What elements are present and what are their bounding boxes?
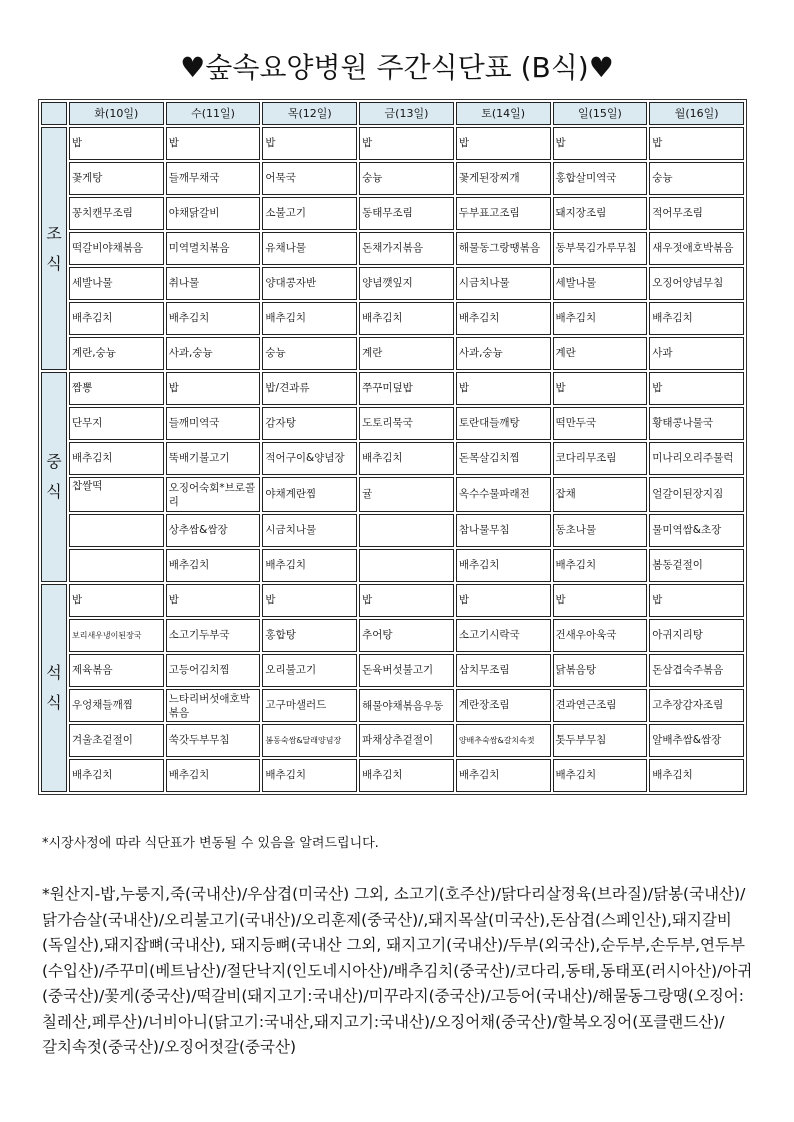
meal-label bbox=[41, 584, 67, 792]
menu-cell: 꽃게탕 bbox=[69, 162, 164, 195]
menu-cell: 톳두부무침 bbox=[553, 724, 648, 757]
menu-cell: 밥 bbox=[69, 127, 164, 160]
menu-cell: 계란 bbox=[553, 337, 648, 370]
menu-cell: 적어구이&양념장 bbox=[262, 442, 357, 475]
menu-cell: 어묵국 bbox=[262, 162, 357, 195]
menu-cell: 홍합살미역국 bbox=[553, 162, 648, 195]
menu-cell: 떡만두국 bbox=[553, 407, 648, 440]
menu-cell: 옥수수물파래전 bbox=[456, 477, 551, 512]
menu-row bbox=[41, 549, 744, 582]
meal-label-char: 식 bbox=[46, 693, 62, 712]
menu-cell: 꽁치캔무조림 bbox=[69, 197, 164, 230]
menu-cell: 배추김치 bbox=[553, 549, 648, 582]
menu-cell: 사과 bbox=[649, 337, 744, 370]
meal-label-char: 식 bbox=[46, 482, 62, 501]
menu-cell: 오징어양념무침 bbox=[649, 267, 744, 300]
menu-cell: 들깨미역국 bbox=[166, 407, 261, 440]
menu-cell: 양배추숙쌈&갈치속젓 bbox=[456, 724, 551, 757]
day-header: 수(11일) bbox=[166, 102, 261, 125]
menu-cell: 짬뽕 bbox=[69, 372, 164, 405]
weekly-menu-table bbox=[38, 99, 747, 795]
day-header-row bbox=[41, 102, 744, 125]
menu-cell: 사과,숭늉 bbox=[456, 337, 551, 370]
menu-cell: 배추김치 bbox=[649, 759, 744, 792]
menu-cell: 배추김치 bbox=[649, 302, 744, 335]
menu-cell: 감자탕 bbox=[262, 407, 357, 440]
menu-cell: 뚝배기불고기 bbox=[166, 442, 261, 475]
menu-row bbox=[41, 477, 744, 512]
menu-cell: 추어탕 bbox=[359, 619, 454, 652]
menu-cell: 사과,숭늉 bbox=[166, 337, 261, 370]
menu-cell: 코다리무조림 bbox=[553, 442, 648, 475]
menu-cell: 계란장조림 bbox=[456, 689, 551, 722]
meal-label-char: 중 bbox=[46, 452, 62, 471]
menu-cell: 숭늉 bbox=[262, 337, 357, 370]
menu-cell: 취나물 bbox=[166, 267, 261, 300]
menu-cell: 밥 bbox=[456, 584, 551, 617]
menu-cell: 들깨무채국 bbox=[166, 162, 261, 195]
day-header: 금(13일) bbox=[359, 102, 454, 125]
menu-cell: 느타리버섯애호박볶음 bbox=[166, 689, 261, 722]
menu-cell: 밥 bbox=[166, 584, 261, 617]
menu-cell: 배추김치 bbox=[262, 302, 357, 335]
menu-cell: 돈삼겹숙주볶음 bbox=[649, 654, 744, 687]
menu-cell: 잡채 bbox=[553, 477, 648, 512]
menu-cell: 유채나물 bbox=[262, 232, 357, 265]
menu-cell: 오리불고기 bbox=[262, 654, 357, 687]
menu-cell: 겨울초겉절이 bbox=[69, 724, 164, 757]
menu-cell: 배추김치 bbox=[359, 302, 454, 335]
menu-cell: 보리새우냉이된장국 bbox=[69, 619, 164, 652]
menu-cell: 귤 bbox=[359, 477, 454, 512]
menu-cell: 야채계란찜 bbox=[262, 477, 357, 512]
menu-cell: 새우젓애호박볶음 bbox=[649, 232, 744, 265]
menu-cell: 고등어김치찜 bbox=[166, 654, 261, 687]
menu-cell: 오징어숙회*브로콜리 bbox=[166, 477, 261, 512]
menu-cell: 돈육버섯불고기 bbox=[359, 654, 454, 687]
menu-row bbox=[41, 337, 744, 370]
menu-cell: 배추김치 bbox=[262, 759, 357, 792]
menu-cell: 두부표고조림 bbox=[456, 197, 551, 230]
menu-cell: 배추김치 bbox=[69, 302, 164, 335]
menu-cell: 배추김치 bbox=[456, 759, 551, 792]
menu-row bbox=[41, 689, 744, 722]
menu-cell: 쭈꾸미덮밥 bbox=[359, 372, 454, 405]
menu-cell: 배추김치 bbox=[69, 759, 164, 792]
menu-cell bbox=[359, 549, 454, 582]
menu-cell: 돈채가지볶음 bbox=[359, 232, 454, 265]
menu-cell: 미역멸치볶음 bbox=[166, 232, 261, 265]
menu-row bbox=[41, 584, 744, 617]
menu-cell: 소고기시락국 bbox=[456, 619, 551, 652]
menu-cell: 계란 bbox=[359, 337, 454, 370]
menu-row bbox=[41, 514, 744, 547]
menu-cell: 세발나물 bbox=[553, 267, 648, 300]
menu-row bbox=[41, 442, 744, 475]
menu-cell bbox=[69, 514, 164, 547]
meal-label-char: 식 bbox=[46, 253, 62, 273]
menu-cell: 양대콩자반 bbox=[262, 267, 357, 300]
day-header: 일(15일) bbox=[553, 102, 648, 125]
meal-label-char: 석 bbox=[46, 663, 62, 682]
header-corner bbox=[41, 102, 67, 125]
menu-cell: 소고기두부국 bbox=[166, 619, 261, 652]
menu-cell: 견과연근조림 bbox=[553, 689, 648, 722]
menu-cell: 동태무조림 bbox=[359, 197, 454, 230]
menu-row bbox=[41, 372, 744, 405]
menu-cell: 야채닭갈비 bbox=[166, 197, 261, 230]
menu-cell: 밥 bbox=[649, 372, 744, 405]
menu-cell: 배추김치 bbox=[456, 302, 551, 335]
menu-cell: 물미역쌈&초장 bbox=[649, 514, 744, 547]
menu-cell: 해물야채볶음우동 bbox=[359, 689, 454, 722]
menu-cell: 돈목살김치찜 bbox=[456, 442, 551, 475]
menu-cell: 밥 bbox=[649, 127, 744, 160]
menu-cell: 참나물무침 bbox=[456, 514, 551, 547]
menu-cell: 밥 bbox=[553, 372, 648, 405]
menu-cell: 세발나물 bbox=[69, 267, 164, 300]
menu-cell: 시금치나물 bbox=[456, 267, 551, 300]
menu-cell: 단무지 bbox=[69, 407, 164, 440]
menu-cell: 삼치무조림 bbox=[456, 654, 551, 687]
menu-cell: 밥 bbox=[359, 584, 454, 617]
meal-label bbox=[41, 127, 67, 370]
menu-cell: 밥 bbox=[553, 127, 648, 160]
menu-row bbox=[41, 197, 744, 230]
menu-cell: 쑥갓두부무침 bbox=[166, 724, 261, 757]
menu-cell: 알배추쌈&쌈장 bbox=[649, 724, 744, 757]
menu-cell: 아귀지리탕 bbox=[649, 619, 744, 652]
menu-row bbox=[41, 162, 744, 195]
menu-cell: 도토리묵국 bbox=[359, 407, 454, 440]
menu-cell: 양념깻잎지 bbox=[359, 267, 454, 300]
day-header: 월(16일) bbox=[649, 102, 744, 125]
menu-cell: 배추김치 bbox=[359, 759, 454, 792]
menu-cell: 건새우아욱국 bbox=[553, 619, 648, 652]
menu-cell: 꽃게된장찌개 bbox=[456, 162, 551, 195]
menu-row bbox=[41, 232, 744, 265]
page-title: ♥숲속요양병원 주간식단표 (B식)♥ bbox=[180, 51, 614, 84]
meal-label bbox=[41, 372, 67, 582]
menu-cell: 배추김치 bbox=[166, 759, 261, 792]
menu-cell: 배추김치 bbox=[456, 549, 551, 582]
menu-cell: 돼지장조림 bbox=[553, 197, 648, 230]
menu-cell: 제육볶음 bbox=[69, 654, 164, 687]
menu-cell: 배추김치 bbox=[262, 549, 357, 582]
menu-cell: 밥/견과류 bbox=[262, 372, 357, 405]
day-header: 화(10일) bbox=[69, 102, 164, 125]
menu-cell: 상추쌈&쌈장 bbox=[166, 514, 261, 547]
menu-cell: 황태콩나물국 bbox=[649, 407, 744, 440]
menu-cell bbox=[69, 549, 164, 582]
menu-cell: 미나리오리주물럭 bbox=[649, 442, 744, 475]
meal-label-char: 조 bbox=[46, 223, 62, 243]
menu-cell: 밥 bbox=[649, 584, 744, 617]
menu-cell: 우엉채들깨찜 bbox=[69, 689, 164, 722]
menu-cell: 배추김치 bbox=[69, 442, 164, 475]
menu-cell: 봄동숙쌈&달래양념장 bbox=[262, 724, 357, 757]
menu-cell: 배추김치 bbox=[553, 759, 648, 792]
menu-cell: 찹쌀떡 bbox=[69, 477, 164, 512]
menu-cell bbox=[359, 514, 454, 547]
menu-cell: 밥 bbox=[456, 127, 551, 160]
menu-cell: 소불고기 bbox=[262, 197, 357, 230]
menu-cell: 숭늉 bbox=[359, 162, 454, 195]
menu-cell: 밥 bbox=[262, 127, 357, 160]
menu-row bbox=[41, 267, 744, 300]
menu-cell: 밥 bbox=[166, 127, 261, 160]
menu-cell: 배추김치 bbox=[553, 302, 648, 335]
menu-cell: 밥 bbox=[553, 584, 648, 617]
menu-cell: 계란,숭늉 bbox=[69, 337, 164, 370]
menu-cell: 동초나물 bbox=[553, 514, 648, 547]
menu-cell: 밥 bbox=[456, 372, 551, 405]
menu-row bbox=[41, 619, 744, 652]
menu-cell: 홍합탕 bbox=[262, 619, 357, 652]
menu-row bbox=[41, 127, 744, 160]
menu-cell: 파채상추겉절이 bbox=[359, 724, 454, 757]
menu-row bbox=[41, 654, 744, 687]
menu-cell: 고구마샐러드 bbox=[262, 689, 357, 722]
menu-cell: 배추김치 bbox=[166, 302, 261, 335]
menu-cell: 해물동그랑땡볶음 bbox=[456, 232, 551, 265]
menu-cell: 밥 bbox=[166, 372, 261, 405]
menu-cell: 밥 bbox=[262, 584, 357, 617]
menu-cell: 고추장감자조림 bbox=[649, 689, 744, 722]
menu-cell: 밥 bbox=[69, 584, 164, 617]
menu-cell: 배추김치 bbox=[166, 549, 261, 582]
menu-cell: 밥 bbox=[359, 127, 454, 160]
day-header: 토(14일) bbox=[456, 102, 551, 125]
menu-cell: 동부묵김가루무침 bbox=[553, 232, 648, 265]
menu-row bbox=[41, 302, 744, 335]
price-change-note: *시장사정에 따라 식단표가 변동될 수 있음을 알려드립니다. bbox=[42, 836, 379, 851]
day-header: 목(12일) bbox=[262, 102, 357, 125]
menu-cell: 배추김치 bbox=[359, 442, 454, 475]
menu-row bbox=[41, 407, 744, 440]
menu-row bbox=[41, 759, 744, 792]
origin-notice: *원산지-밥,누룽지,죽(국내산)/우삼겹(미국산) 그외, 소고기(호주산)/닭다리살정육(브라질)/닭봉(국내산)/닭가슴살(국내산)/오리불고기(국내산)/오리훈제(중국산)/,돼지목살(미국산),돈삼겹(스페인산),돼지갈비(독일산),돼지잡뼈(국내산), 돼지등뼈(국내산 그외, 돼지고기(국내산)/두부(외국산),순두부,손두부,연두부(수입산)/주꾸미(베트남산)/절단낙지(인도네시아산)/배추김치(중국산)/코다리,동태,동태포(러시아산)/아귀(중국산)/꽃게(중국산)/떡갈비(돼지고기:국내산)/미꾸라지(중국산)/고등어(국내산)/해물동그랑땡(오징어:칠레산,페루산)/너비아니(닭고기:국내산,돼지고기:국내산)/오징어채(중국산)/할복오징어(포클랜드산)/갈치속젓(중국산)/오징어젓갈(중국산) bbox=[42, 885, 753, 1056]
menu-cell: 닭볶음탕 bbox=[553, 654, 648, 687]
menu-cell: 얼갈이된장지짐 bbox=[649, 477, 744, 512]
menu-cell: 적어무조림 bbox=[649, 197, 744, 230]
menu-cell: 시금치나물 bbox=[262, 514, 357, 547]
menu-cell: 떡갈비야채볶음 bbox=[69, 232, 164, 265]
menu-row bbox=[41, 724, 744, 757]
menu-cell: 토란대들깨탕 bbox=[456, 407, 551, 440]
menu-cell: 숭늉 bbox=[649, 162, 744, 195]
menu-cell: 봄동겉절이 bbox=[649, 549, 744, 582]
